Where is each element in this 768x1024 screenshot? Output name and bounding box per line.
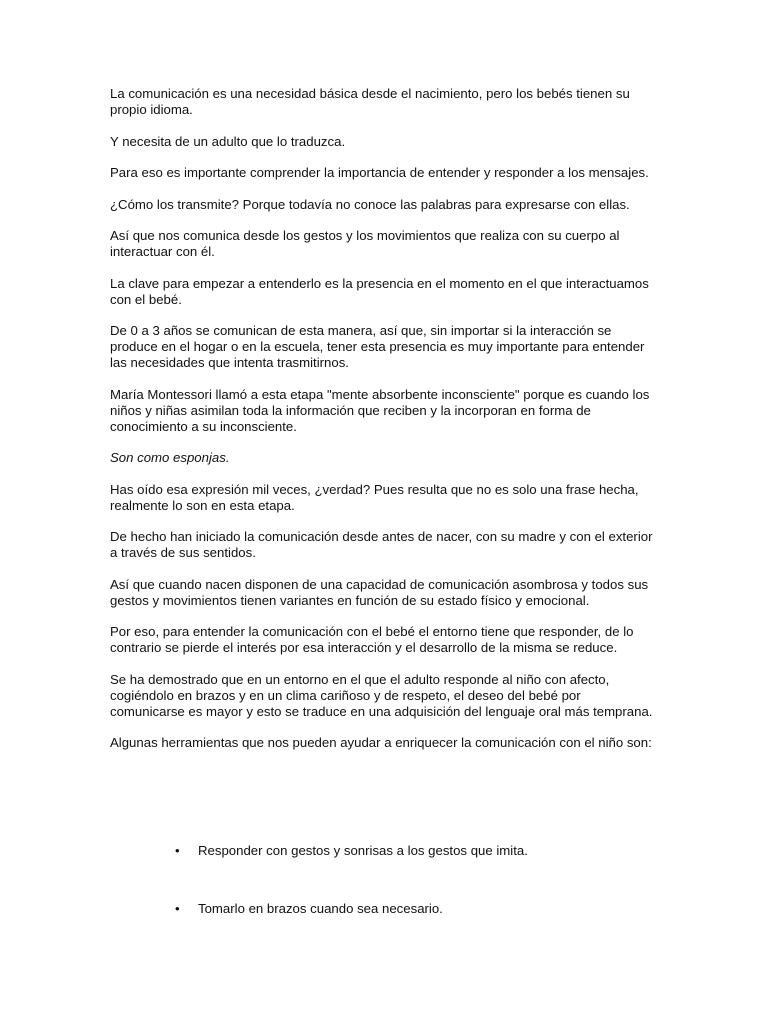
bullet-text: Responder con gestos y sonrisas a los gestos que imita. [198, 843, 528, 858]
document-body [110, 86, 658, 767]
bullet-dot-icon: • [175, 843, 180, 858]
paragraph-1: La comunicación es una necesidad básica desde el nacimiento, pero los bebés tienen su propio idioma. [110, 86, 630, 117]
paragraph-10: Has oído esa expresión mil veces, ¿verdad? Pues resulta que no es solo una frase hecha, realmente lo son en esta etapa. [110, 481, 639, 513]
paragraph-11: De hecho han iniciado la comunicación desde antes de nacer, con su madre y con el exterior a través de sus sentidos. [110, 529, 653, 560]
paragraph-6: La clave para empezar a entenderlo es la presencia en el momento en el que interactuamos con el bebé. [110, 275, 649, 307]
paragraph-5: Así que nos comunica desde los gestos y los movimientos que realiza con su cuerpo al interactuar con él. [110, 228, 620, 259]
paragraph-7: De 0 a 3 años se comunican de esta manera, así que, sin importar si la interacción se produce en el hogar o en la escuela, tener esta presencia es muy importante para entender las necesidades que intenta trasmitirnos. [110, 323, 645, 370]
paragraph-3: Para eso es importante comprender la importancia de entender y responder a los mensajes. [110, 165, 649, 180]
bullet-dot-icon: • [175, 901, 180, 916]
paragraph-14: Se ha demostrado que en un entorno en el que el adulto responde al niño con afecto, cogiéndolo en brazos y en un clima cariñoso y de respeto, el deseo del bebé por comunicarse es mayor y esto se traduce en una adquisición del lenguaje oral más temprana. [110, 671, 653, 719]
bullet-text: Tomarlo en brazos cuando sea necesario. [198, 901, 443, 916]
paragraph-8: María Montessori llamó a esta etapa "mente absorbente inconsciente" porque es cuando los niños y niñas asimilan toda la información que reciben y la incorporan en forma de conocimiento a su inconsciente. [110, 386, 650, 434]
paragraph-2: Y necesita de un adulto que lo traduzca. [110, 133, 346, 149]
paragraph-13: Por eso, para entender la comunicación con el bebé el entorno tiene que responder, de lo contrario se pierde el interés por esa interacción y el desarrollo de la misma se reduce. [110, 624, 634, 655]
paragraph-15: Algunas herramientas que nos pueden ayudar a enriquecer la comunicación con el niño son: [110, 735, 652, 750]
paragraph-4: ¿Cómo los transmite? Porque todavía no conoce las palabras para expresarse con ellas. [110, 196, 630, 212]
paragraph-9-italic: Son como esponjas. [110, 450, 230, 465]
paragraph-12: Así que cuando nacen disponen de una capacidad de comunicación asombrosa y todos sus gestos y movimientos tienen variantes en función de su estado físico y emocional. [110, 576, 649, 608]
